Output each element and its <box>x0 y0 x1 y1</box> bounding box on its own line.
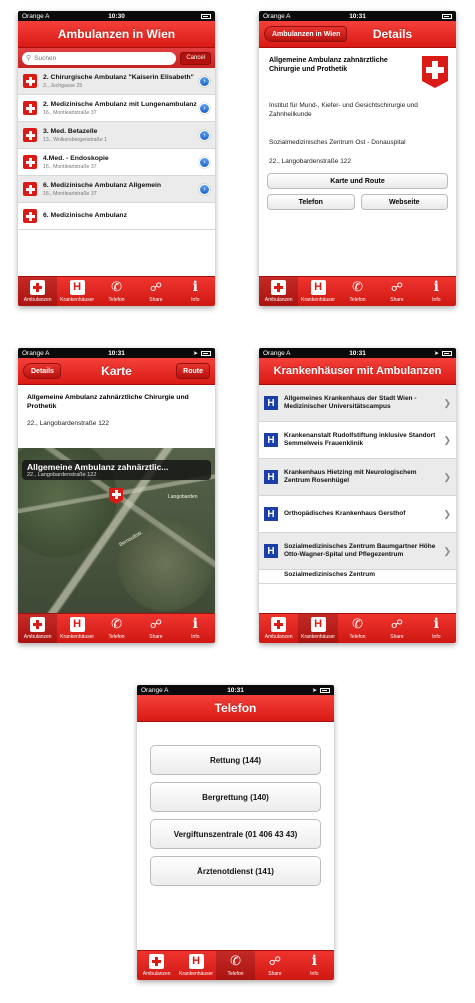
tab-bar <box>259 276 456 306</box>
page-title: Details <box>372 27 413 41</box>
tab-krankenhaeuser[interactable] <box>57 277 96 306</box>
list-item-address: 16., Montleartstraße 37 <box>43 163 97 170</box>
tab-label: Info <box>432 634 441 640</box>
location-icon: ➤ <box>433 350 439 357</box>
list-item-title: 6. Medizinische Ambulanz Allgemein <box>43 181 162 189</box>
list-item[interactable] <box>259 570 456 584</box>
tab-bar <box>259 613 456 643</box>
navigation-bar <box>259 358 456 385</box>
tab-telefon[interactable] <box>338 277 377 306</box>
chevron-right-icon: ❯ <box>443 545 451 556</box>
tab-label: Share <box>390 634 404 640</box>
share-icon: ☍ <box>149 280 162 294</box>
status-bar <box>259 348 456 358</box>
list-item-title: 4.Med. - Endoskopie <box>43 154 109 162</box>
location-icon: ➤ <box>311 687 317 694</box>
list-item[interactable] <box>259 459 456 496</box>
tab-share[interactable] <box>136 614 175 643</box>
tab-info[interactable] <box>417 614 456 643</box>
phone-icon: ✆ <box>230 953 241 968</box>
tab-telefon[interactable] <box>338 614 377 643</box>
tab-label: Ambulanzen <box>264 297 293 303</box>
status-bar <box>18 348 215 358</box>
search-field[interactable] <box>22 52 176 65</box>
hospital-icon: H <box>70 280 85 295</box>
share-icon: ☍ <box>390 280 403 294</box>
tab-share[interactable] <box>377 277 416 306</box>
tab-label: Info <box>310 971 319 977</box>
info-icon: i <box>433 616 439 632</box>
page-title: Ambulanzen in Wien <box>57 27 176 41</box>
navigation-bar <box>137 695 334 722</box>
hospital-name: Sozialmedizinisches Zentrum Baumgartner Höhe Otto-Wagner-Spital und Pflegezentrum <box>284 542 436 558</box>
search-bar <box>18 48 215 68</box>
navigation-bar <box>18 21 215 48</box>
list-item[interactable] <box>18 149 215 176</box>
phone-button[interactable]: Telefon <box>267 194 355 210</box>
address-text: 22., Langobardenstraße 122 <box>27 420 110 427</box>
carrier-label: Orange A <box>263 12 291 20</box>
tab-label: Share <box>149 297 163 303</box>
disclosure-icon[interactable]: › <box>199 103 210 114</box>
screen-map <box>18 348 215 643</box>
emergency-call-list <box>137 722 334 886</box>
tab-ambulanzen[interactable] <box>259 614 298 643</box>
map-header <box>18 385 215 447</box>
tab-bar <box>137 950 334 980</box>
callout-address: 22., Langobardenstraße 122 <box>27 472 97 478</box>
tab-telefon[interactable] <box>97 277 136 306</box>
tab-ambulanzen[interactable] <box>18 277 57 306</box>
tab-bar <box>18 613 215 643</box>
disclosure-icon[interactable]: › <box>199 184 210 195</box>
ambulance-name: Allgemeine Ambulanz zahnärztliche Chirurgie und Prothetik <box>27 394 189 410</box>
satellite-map[interactable] <box>18 448 215 613</box>
screen-hospitals <box>259 348 456 643</box>
tab-label: Info <box>432 297 441 303</box>
institute-text: Institut für Mund-, Kiefer- und Gesichtschirurgie und Zahnheilkunde <box>269 102 418 118</box>
hospital-name: Sozialmedizinisches Zentrum <box>284 571 376 578</box>
tab-krankenhaeuser[interactable] <box>57 614 96 643</box>
tab-label: Telefon <box>108 634 125 640</box>
disclosure-icon[interactable]: › <box>199 130 210 141</box>
list-item-address: 16., Montleartstraße 37 <box>43 109 97 116</box>
tab-label: Krankenhäuser <box>60 297 95 303</box>
ambulance-list <box>18 68 215 230</box>
tab-krankenhaeuser[interactable] <box>298 277 337 306</box>
status-time: 10:30 <box>108 12 125 20</box>
cross-icon <box>271 617 286 632</box>
cross-icon <box>30 280 45 295</box>
hospital-name: Krankenhaus Hietzing mit Neurologischem Zentrum Rosenhügel <box>284 468 417 484</box>
chevron-right-icon: ❯ <box>443 397 451 408</box>
tab-label: Ambulanzen <box>23 297 52 303</box>
cross-icon <box>23 128 37 142</box>
tab-ambulanzen[interactable] <box>259 277 298 306</box>
tab-share[interactable] <box>136 277 175 306</box>
back-button[interactable]: Ambulanzen in Wien <box>264 26 347 42</box>
carrier-label: Orange A <box>22 12 50 20</box>
call-aerztenotdienst-button[interactable]: Ärztenotdienst (141) <box>150 856 321 886</box>
cross-icon <box>23 155 37 169</box>
call-vergiftung-button[interactable]: Vergiftunszentrale (01 406 43 43) <box>150 819 321 849</box>
carrier-label: Orange A <box>22 349 50 357</box>
call-bergrettung-button[interactable]: Bergrettung (140) <box>150 782 321 812</box>
detail-content <box>259 48 456 166</box>
list-item[interactable] <box>18 95 215 122</box>
info-icon: i <box>311 953 317 969</box>
tab-info[interactable] <box>295 951 334 980</box>
list-item-title: 2. Medizinische Ambulanz mit Lungenambulanz <box>43 100 197 108</box>
cancel-button[interactable]: Cancel <box>180 52 211 65</box>
cross-icon <box>23 101 37 115</box>
ambulance-name: Allgemeine Ambulanz zahnärztliche Chirurgie und Prothetik <box>269 57 388 73</box>
phone-icon: ✆ <box>352 616 363 631</box>
tab-label: Ambulanzen <box>23 634 52 640</box>
call-rettung-button[interactable]: Rettung (144) <box>150 745 321 775</box>
tab-label: Krankenhäuser <box>301 297 336 303</box>
tab-label: Share <box>390 297 404 303</box>
tab-share[interactable] <box>377 614 416 643</box>
status-bar <box>259 11 456 21</box>
share-icon: ☍ <box>149 617 162 631</box>
list-item-title: 2. Chirurgische Ambulanz "Kaiserin Elisabeth" <box>43 73 194 81</box>
list-item[interactable] <box>259 533 456 570</box>
hospital-icon: H <box>264 470 278 484</box>
navigation-bar <box>259 21 456 48</box>
hospital-name: Krankenanstalt Rudolfstiftung inklusive Standort Semmelweis Frauenklinik <box>284 431 436 447</box>
tab-ambulanzen[interactable] <box>18 614 57 643</box>
cross-icon <box>23 209 37 223</box>
cross-badge-icon <box>422 56 448 88</box>
chevron-right-icon: ❯ <box>443 471 451 482</box>
tab-label: Share <box>149 634 163 640</box>
list-item[interactable] <box>18 203 215 230</box>
battery-icon <box>442 14 452 19</box>
map-pin-icon[interactable] <box>109 488 123 504</box>
status-time: 10:31 <box>349 12 366 20</box>
battery-icon <box>201 351 211 356</box>
list-item[interactable] <box>18 122 215 149</box>
status-time: 10:31 <box>349 349 366 357</box>
share-icon: ☍ <box>390 617 403 631</box>
cross-icon <box>149 954 164 969</box>
chevron-right-icon: ❯ <box>443 434 451 445</box>
disclosure-icon[interactable]: › <box>199 157 210 168</box>
tab-label: Ambulanzen <box>264 634 293 640</box>
battery-icon <box>442 351 452 356</box>
tab-label: Telefon <box>349 297 366 303</box>
share-icon: ☍ <box>268 954 281 968</box>
address-text: 22., Langobardenstraße 122 <box>269 157 352 165</box>
list-item-address: 13., Wolkersbergenstraße 1 <box>43 136 107 143</box>
tab-label: Krankenhäuser <box>179 971 214 977</box>
tab-krankenhaeuser[interactable] <box>298 614 337 643</box>
hospital-list <box>259 385 456 584</box>
status-time: 10:31 <box>108 349 125 357</box>
cross-icon <box>271 280 286 295</box>
tab-info[interactable] <box>176 277 215 306</box>
page-title: Karte <box>101 364 132 378</box>
hospital-icon: H <box>264 433 278 447</box>
list-item[interactable] <box>259 385 456 422</box>
battery-icon <box>201 14 211 19</box>
status-bar <box>18 11 215 21</box>
tab-label: Telefon <box>349 634 366 640</box>
tab-label: Share <box>268 971 282 977</box>
hospital-name: Allgemeines Krankenhaus der Stadt Wien - Medizinischer Universitätscampus <box>284 394 417 410</box>
list-item[interactable] <box>18 176 215 203</box>
tab-label: Telefon <box>227 971 244 977</box>
hospital-icon: H <box>264 507 278 521</box>
tab-label: Krankenhäuser <box>301 634 336 640</box>
street-label: Langobarden <box>168 494 198 500</box>
list-item[interactable] <box>18 68 215 95</box>
callout-title: Allgemeine Ambulanz zahnärztlic... <box>27 462 169 472</box>
search-input[interactable] <box>34 55 172 62</box>
disclosure-icon[interactable]: › <box>199 76 210 87</box>
back-button[interactable]: Details <box>23 363 61 379</box>
hospital-icon: H <box>189 954 204 969</box>
hospital-text: Sozialmedizinisches Zentrum Ost - Donauspital <box>269 139 406 146</box>
screen-ambulanzen-list <box>18 11 215 306</box>
tab-info[interactable] <box>176 614 215 643</box>
tab-label: Krankenhäuser <box>60 634 95 640</box>
chevron-right-icon: ❯ <box>443 508 451 519</box>
hospital-icon: H <box>70 617 85 632</box>
tab-krankenhaeuser[interactable] <box>176 951 215 980</box>
cross-icon <box>30 617 45 632</box>
hospital-icon: H <box>264 544 278 558</box>
tab-telefon[interactable] <box>216 951 255 980</box>
info-icon: i <box>192 279 198 295</box>
phone-icon: ✆ <box>352 279 363 294</box>
tab-bar <box>18 276 215 306</box>
phone-icon: ✆ <box>111 616 122 631</box>
tab-info[interactable] <box>417 277 456 306</box>
map-route-button[interactable]: Karte und Route <box>267 173 448 189</box>
search-icon: ⚲ <box>26 55 32 62</box>
street-label: Bernoullistr. <box>118 529 144 549</box>
list-item[interactable] <box>259 496 456 533</box>
map-callout[interactable] <box>22 460 211 480</box>
carrier-label: Orange A <box>263 349 291 357</box>
tab-telefon[interactable] <box>97 614 136 643</box>
tab-label: Telefon <box>108 297 125 303</box>
navigation-bar <box>18 358 215 385</box>
screen-details <box>259 11 456 306</box>
info-icon: i <box>192 616 198 632</box>
hospital-icon: H <box>311 617 326 632</box>
info-icon: i <box>433 279 439 295</box>
list-item-title: 3. Med. Betazelle <box>43 127 98 135</box>
website-button[interactable]: Webseite <box>361 194 449 210</box>
list-item-title: 6. Medizinische Ambulanz <box>43 212 127 219</box>
tab-label: Info <box>191 297 200 303</box>
page-title: Telefon <box>214 701 257 715</box>
location-icon: ➤ <box>192 350 198 357</box>
list-item[interactable] <box>259 422 456 459</box>
phone-icon: ✆ <box>111 279 122 294</box>
hospital-icon: H <box>264 396 278 410</box>
status-time: 10:31 <box>227 686 244 694</box>
tab-label: Ambulanzen <box>142 971 171 977</box>
status-bar <box>137 685 334 695</box>
tab-share[interactable] <box>255 951 294 980</box>
tab-label: Info <box>191 634 200 640</box>
page-title: Krankenhäuser mit Ambulanzen <box>273 365 442 377</box>
list-item-address: 16., Montleartstraße 37 <box>43 190 97 197</box>
cross-icon <box>23 74 37 88</box>
battery-icon <box>320 688 330 693</box>
carrier-label: Orange A <box>141 686 169 694</box>
route-button[interactable]: Route <box>176 363 210 379</box>
cross-icon <box>23 182 37 196</box>
tab-ambulanzen[interactable] <box>137 951 176 980</box>
list-item-address: 3., Juchgasse 25 <box>43 82 83 89</box>
hospital-name: Orthopädisches Krankenhaus Gersthof <box>284 509 406 517</box>
screen-telefon <box>137 685 334 980</box>
hospital-icon: H <box>311 280 326 295</box>
